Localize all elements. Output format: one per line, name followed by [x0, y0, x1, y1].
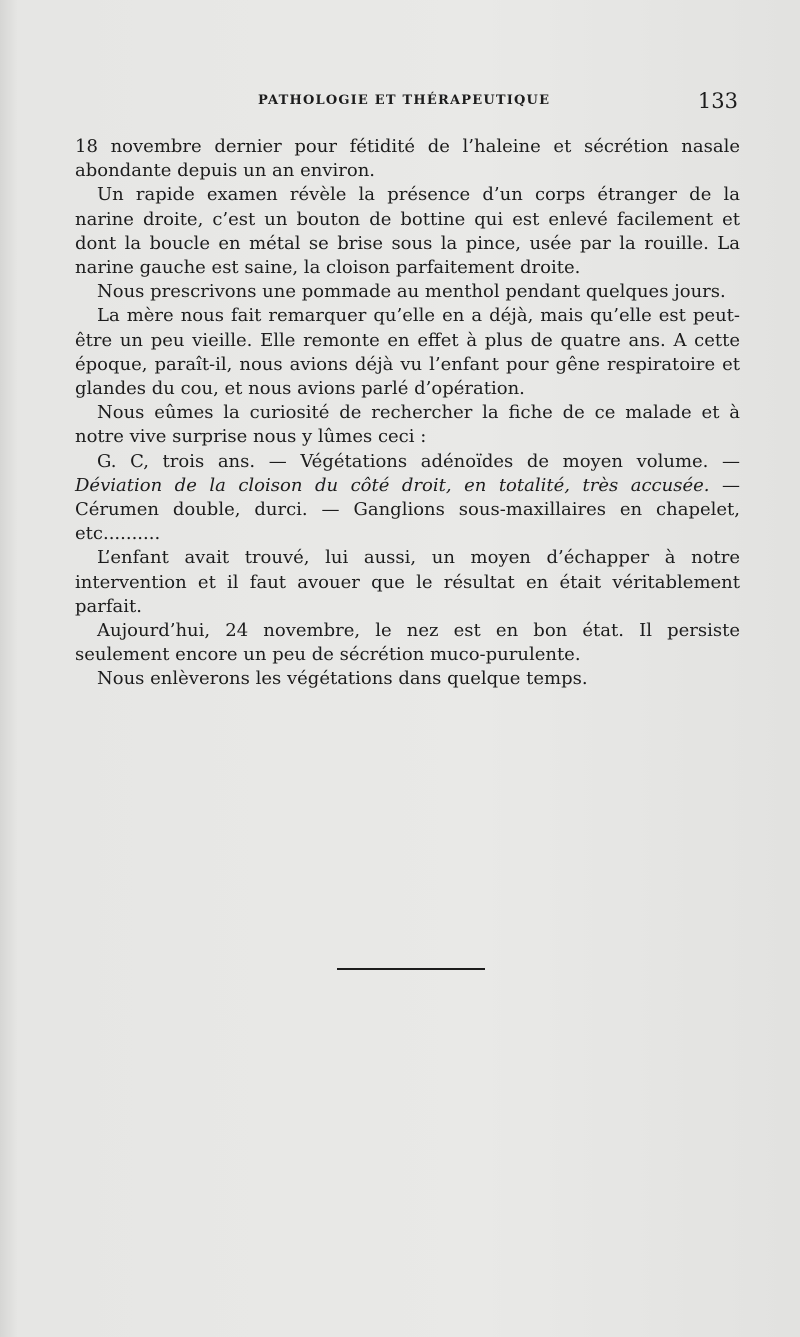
fiche-text: G. C, trois ans. — Végétations adénoïdes de moyen volume. — — [97, 450, 740, 472]
paragraph: Aujourd’hui, 24 novembre, le nez est en bon état. Il persiste seulement encore un peu de sécrétion muco-purulente. — [75, 620, 740, 666]
paragraph: Nous eûmes la curiosité de rechercher la fiche de ce malade et à notre vive surprise nous y lûmes ceci : — [75, 402, 740, 448]
paragraph: Un rapide examen révèle la présence d’un corps étranger de la narine droite, c’est un bouton de bottine qui est enlevé facilement et dont la boucle en métal se brise sous la pince, usée par la rouille. La narine gauche est saine, la cloison parfaitement droite. — [75, 184, 740, 279]
fiche-italic-text: Déviation de la cloison du côté droit, en totalité, très accusée. — [75, 474, 710, 496]
paragraph: L’enfant avait trouvé, lui aussi, un moyen d’échapper à notre intervention et il faut avouer que le résultat en était véritablement parfait. — [75, 547, 740, 617]
paragraph: 18 novembre dernier pour fétidité de l’haleine et sécrétion nasale abondante depuis un an environ. — [75, 136, 740, 182]
paragraph: La mère nous fait remarquer qu’elle en a déjà, mais qu’elle est peut-être un peu vieille. Elle remonte en effet à plus de quatre ans. A cette époque, paraît-il, nous avions déjà vu l’enfant pour gêne respiratoire et glandes du cou, et nous avions parlé d’opération. — [75, 305, 740, 400]
page-number: 133 — [697, 89, 738, 113]
running-title: PATHOLOGIE ET THÉRAPEUTIQUE — [258, 93, 551, 108]
fiche-quote — [75, 450, 740, 547]
paragraph: Nous enlèverons les végétations dans quelque temps. — [97, 668, 588, 690]
paragraph: Nous prescrivons une pommade au menthol pendant quelques jours. — [97, 281, 726, 303]
body-text — [75, 135, 740, 692]
section-divider — [337, 968, 485, 970]
fiche-text: — Cérumen double, durci. — Ganglions sous-maxillaires en chapelet, etc.......... — [75, 474, 740, 545]
page-header — [258, 91, 738, 115]
